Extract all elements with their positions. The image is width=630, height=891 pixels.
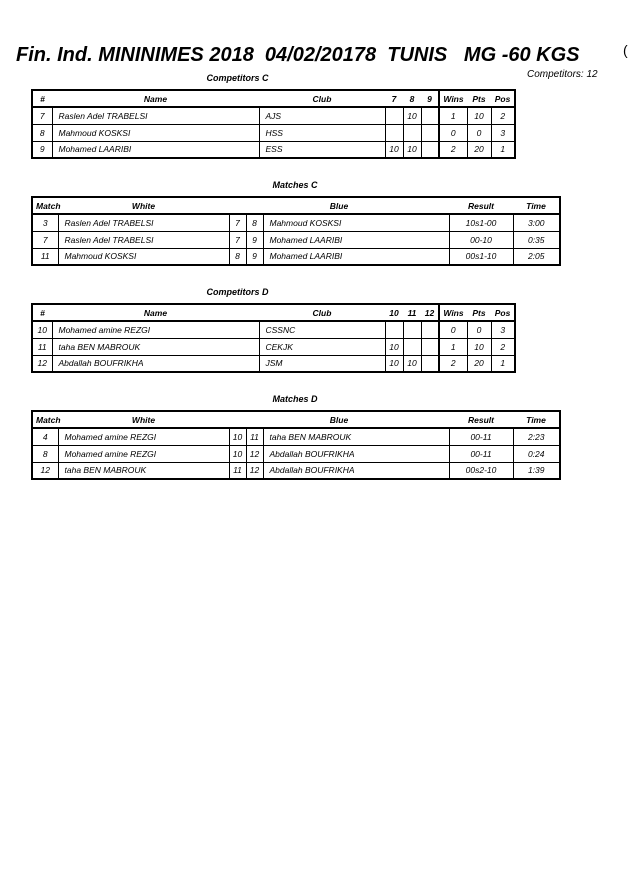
column-header: Pos [491, 304, 515, 321]
page-title: Fin. Ind. MININIMES 2018 04/02/20178 TUNIS MG -60 KGS [16, 44, 580, 66]
column-header: 8 [403, 90, 421, 107]
table-cell [403, 124, 421, 141]
table-row [32, 338, 515, 355]
column-header: 10 [385, 304, 403, 321]
table-cell: 2 [491, 338, 515, 355]
table-cell: 2 [439, 141, 467, 158]
table-cell: 20 [467, 141, 491, 158]
column-header: Pts [467, 304, 491, 321]
table-cell [421, 107, 439, 124]
table-cell [421, 321, 439, 338]
table-cell: 3 [491, 124, 515, 141]
table-row [32, 445, 560, 462]
table-cell: taha BEN MABROUK [52, 338, 259, 355]
table-cell: ESS [259, 141, 385, 158]
table-cell: 3:00 [513, 214, 560, 231]
table-cell [421, 338, 439, 355]
matches-c-caption: Matches C [272, 180, 318, 190]
table-cell: 10 [467, 107, 491, 124]
column-header: Club [259, 90, 385, 107]
table-row [32, 231, 560, 248]
table-cell: 8 [32, 124, 52, 141]
table-cell: AJS [259, 107, 385, 124]
column-header: Pts [467, 90, 491, 107]
table-cell: 10 [385, 141, 403, 158]
column-header: Match [32, 197, 58, 214]
table-row [32, 214, 560, 231]
column-header: # [32, 90, 52, 107]
table-cell: 0 [467, 124, 491, 141]
table-row [32, 107, 515, 124]
table-cell: CSSNC [259, 321, 385, 338]
table-cell: 10 [229, 445, 246, 462]
table-row [32, 248, 560, 265]
table-cell: 1 [491, 141, 515, 158]
column-header: 12 [421, 304, 439, 321]
table-cell: 1 [439, 107, 467, 124]
table-cell: Mohamed LAARIBI [263, 248, 449, 265]
table-cell: 10 [229, 428, 246, 445]
header-row [32, 304, 515, 321]
column-header: Time [513, 411, 560, 428]
table-cell: 11 [32, 338, 52, 355]
table-cell: 2:05 [513, 248, 560, 265]
table-cell: JSM [259, 355, 385, 372]
header-row [32, 197, 560, 214]
header-row [32, 411, 560, 428]
table-row [32, 141, 515, 158]
table-row [32, 462, 560, 479]
table-cell: 00s1-10 [449, 248, 513, 265]
table-cell: 3 [491, 321, 515, 338]
table-cell: Mahmoud KOSKSI [58, 248, 229, 265]
table-cell: 1 [491, 355, 515, 372]
column-header: 9 [421, 90, 439, 107]
table-row [32, 428, 560, 445]
table-cell: 0 [439, 124, 467, 141]
column-header: Blue [229, 411, 449, 428]
table-cell: 10 [385, 355, 403, 372]
table-cell: 9 [246, 248, 263, 265]
table-cell: 7 [229, 214, 246, 231]
column-header: Name [52, 304, 259, 321]
competitors-count: Competitors: 12 [527, 69, 598, 80]
table-cell: 9 [246, 231, 263, 248]
table-cell: 8 [229, 248, 246, 265]
table-cell [403, 321, 421, 338]
column-header: Result [449, 197, 513, 214]
table-cell: CEKJK [259, 338, 385, 355]
table-cell [385, 124, 403, 141]
table-cell: 2 [439, 355, 467, 372]
competitors-d-caption: Competitors D [206, 287, 269, 297]
table-cell: Abdallah BOUFRIKHA [263, 462, 449, 479]
column-header: 7 [385, 90, 403, 107]
table-cell: 0:35 [513, 231, 560, 248]
table-cell: 3 [32, 214, 58, 231]
table-cell: 12 [32, 462, 58, 479]
table-cell: 0 [467, 321, 491, 338]
column-header: # [32, 304, 52, 321]
table-cell: 00-11 [449, 428, 513, 445]
table-cell: Mohamed LAARIBI [263, 231, 449, 248]
table-cell: Mahmoud KOSKSI [263, 214, 449, 231]
column-header: White [58, 411, 229, 428]
table-cell: 12 [32, 355, 52, 372]
table-cell [421, 355, 439, 372]
column-header: Name [52, 90, 259, 107]
table-cell: Mohamed amine REZGI [52, 321, 259, 338]
table-cell: 12 [246, 445, 263, 462]
table-cell: 10 [467, 338, 491, 355]
table-cell: Mohamed amine REZGI [58, 445, 229, 462]
competitors-c-caption: Competitors C [206, 73, 269, 83]
table-cell: 11 [32, 248, 58, 265]
table-cell: 10 [403, 107, 421, 124]
matches-c-table [31, 196, 561, 266]
matches-d-caption: Matches D [272, 394, 318, 404]
table-cell [385, 107, 403, 124]
column-header: Match [32, 411, 58, 428]
column-header: Time [513, 197, 560, 214]
table-cell: 7 [229, 231, 246, 248]
table-cell: 20 [467, 355, 491, 372]
table-row [32, 321, 515, 338]
table-cell: 00-10 [449, 231, 513, 248]
header-row [32, 90, 515, 107]
table-cell: Raslen Adel TRABELSI [58, 231, 229, 248]
competitors-c-table [31, 89, 516, 159]
table-cell: 10 [403, 141, 421, 158]
column-header: White [58, 197, 229, 214]
matches-d-table [31, 410, 561, 480]
table-cell: 2 [491, 107, 515, 124]
table-cell: 1:39 [513, 462, 560, 479]
table-cell: 10 [403, 355, 421, 372]
table-cell: 9 [32, 141, 52, 158]
table-cell: Mohamed amine REZGI [58, 428, 229, 445]
table-cell: 7 [32, 231, 58, 248]
competitors-d-table [31, 303, 516, 373]
table-row [32, 124, 515, 141]
column-header: 11 [403, 304, 421, 321]
table-cell: 12 [246, 462, 263, 479]
table-cell [385, 321, 403, 338]
table-cell: 0 [439, 321, 467, 338]
table-cell: taha BEN MABROUK [58, 462, 229, 479]
column-header: Club [259, 304, 385, 321]
column-header: Wins [439, 90, 467, 107]
table-cell: HSS [259, 124, 385, 141]
table-cell: 4 [32, 428, 58, 445]
table-cell: Abdallah BOUFRIKHA [52, 355, 259, 372]
table-cell: Mahmoud KOSKSI [52, 124, 259, 141]
column-header: Blue [229, 197, 449, 214]
table-cell: 8 [246, 214, 263, 231]
table-cell: 0:24 [513, 445, 560, 462]
table-cell [421, 141, 439, 158]
table-row [32, 355, 515, 372]
table-cell: taha BEN MABROUK [263, 428, 449, 445]
table-cell: Raslen Adel TRABELSI [52, 107, 259, 124]
table-cell: 11 [246, 428, 263, 445]
table-cell [421, 124, 439, 141]
table-cell: 2:23 [513, 428, 560, 445]
table-cell: 1 [439, 338, 467, 355]
table-cell: 00s2-10 [449, 462, 513, 479]
table-cell: 11 [229, 462, 246, 479]
table-cell: 10 [32, 321, 52, 338]
table-cell [403, 338, 421, 355]
table-cell: 00-11 [449, 445, 513, 462]
table-cell: Mohamed LAARIBI [52, 141, 259, 158]
table-cell: 8 [32, 445, 58, 462]
column-header: Wins [439, 304, 467, 321]
table-cell: 7 [32, 107, 52, 124]
table-cell: Raslen Adel TRABELSI [58, 214, 229, 231]
table-cell: 10 [385, 338, 403, 355]
table-cell: Abdallah BOUFRIKHA [263, 445, 449, 462]
column-header: Result [449, 411, 513, 428]
title-paren: ( [623, 42, 628, 58]
table-cell: 10s1-00 [449, 214, 513, 231]
column-header: Pos [491, 90, 515, 107]
